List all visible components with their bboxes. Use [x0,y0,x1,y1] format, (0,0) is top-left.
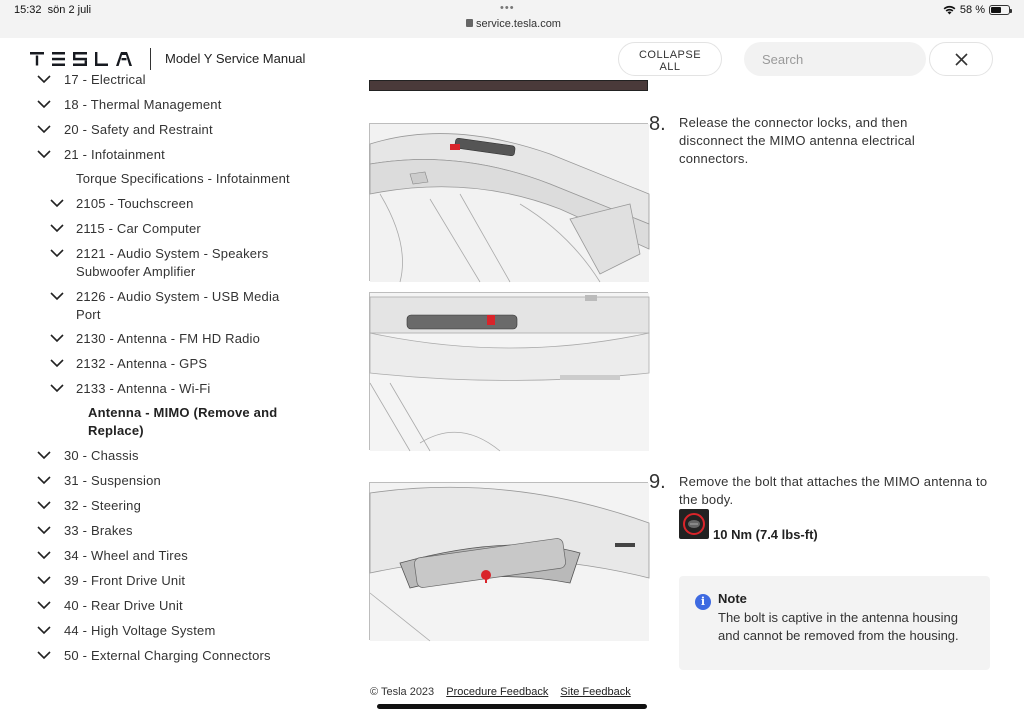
bolt-location-illustration [370,483,649,641]
sidebar-item-suspension[interactable]: 31 - Suspension [64,472,161,490]
chevron-down-icon [50,249,64,257]
sidebar-item-audio-usb[interactable]: 2126 - Audio System - USB Media Port [76,288,301,324]
sidebar-item-chassis[interactable]: 30 - Chassis [64,447,139,465]
status-right [943,4,1010,16]
chevron-down-icon [50,359,64,367]
sidebar-item-electrical[interactable]: 17 - Electrical [64,71,146,89]
sidebar-item-touchscreen[interactable]: 2105 - Touchscreen [76,195,194,213]
sidebar-item-rear-drive[interactable]: 40 - Rear Drive Unit [64,597,183,615]
step-9-number: 9. [649,471,666,493]
connector-overview-illustration [370,124,649,282]
note-title: Note [718,591,747,606]
figure-connector-overview [369,123,648,281]
sidebar-item-thermal[interactable]: 18 - Thermal Management [64,96,222,114]
chevron-down-icon [37,501,51,509]
info-icon: i [695,594,711,610]
lock-icon [466,19,473,27]
sidebar-item-front-drive[interactable]: 39 - Front Drive Unit [64,572,185,590]
chevron-down-icon [37,476,51,484]
home-indicator[interactable] [377,704,647,709]
previous-figure [369,80,648,91]
battery-icon [989,5,1010,15]
battery-percent: 58 % [959,4,985,16]
chevron-down-icon [37,526,51,534]
address-bar[interactable]: service.tesla.com [466,18,561,30]
sidebar-item-fm-radio[interactable]: 2130 - Antenna - FM HD Radio [76,330,260,348]
sidebar-item-brakes[interactable]: 33 - Brakes [64,522,133,540]
close-button[interactable] [929,42,993,76]
chevron-down-icon [37,601,51,609]
wifi-icon [943,5,956,15]
chevron-down-icon [50,384,64,392]
chevron-down-icon [50,199,64,207]
site-feedback-link[interactable]: Site Feedback [560,686,631,698]
chevron-down-icon [37,451,51,459]
sidebar-item-safety[interactable]: 20 - Safety and Restraint [64,121,213,139]
chevron-down-icon [37,551,51,559]
header-divider [150,48,151,70]
torque-icon [679,509,709,539]
torque-value: 10 Nm (7.4 lbs-ft) [713,527,818,542]
sidebar-item-wheels[interactable]: 34 - Wheel and Tires [64,547,188,565]
manual-title: Model Y Service Manual [165,51,306,66]
site-header [0,38,1024,80]
chevron-down-icon [37,75,51,83]
sidebar-item-mimo-active[interactable]: Antenna - MIMO (Remove and Replace) [88,405,278,438]
sidebar-item-infotainment[interactable]: 21 - Infotainment [64,146,165,164]
close-icon [955,53,968,66]
search-input[interactable] [744,42,926,76]
sidebar-item-wifi[interactable]: 2133 - Antenna - Wi-Fi [76,380,210,398]
copyright: © Tesla 2023 [370,686,435,698]
sidebar-item-gps[interactable]: 2132 - Antenna - GPS [76,355,207,373]
tesla-logo[interactable] [30,52,134,66]
chevron-down-icon [37,100,51,108]
figure-bolt-location [369,482,648,640]
footer [370,686,640,698]
step-8-number: 8. [649,113,666,135]
note-body: The bolt is captive in the antenna housing and cannot be removed from the housing. [718,610,959,643]
procedure-feedback-link[interactable]: Procedure Feedback [446,686,549,698]
collapse-all-button[interactable]: COLLAPSE ALL [618,42,722,76]
sidebar-nav [0,72,330,670]
sidebar-item-charging[interactable]: 50 - External Charging Connectors [64,647,271,665]
status-time: 15:32 sön 2 juli [14,4,92,16]
chevron-down-icon [37,125,51,133]
sidebar-item-torque-specs[interactable]: Torque Specifications - Infotainment [76,171,290,186]
step-8-text: Release the connector locks, and then disconnect the MIMO antenna electrical connectors. [679,115,915,166]
chevron-down-icon [37,150,51,158]
sidebar-item-audio-speakers[interactable]: 2121 - Audio System - Speakers Subwoofer Amplifier [76,245,291,281]
multitask-dots-icon[interactable]: ••• [500,2,515,14]
note-box [679,576,990,670]
chevron-down-icon [50,292,64,300]
chevron-down-icon [37,626,51,634]
sidebar-item-steering[interactable]: 32 - Steering [64,497,141,515]
chevron-down-icon [37,651,51,659]
chevron-down-icon [50,334,64,342]
step-9-text: Remove the bolt that attaches the MIMO antenna to the body. [679,474,988,507]
chevron-down-icon [50,224,64,232]
sidebar-item-car-computer[interactable]: 2115 - Car Computer [76,220,201,238]
figure-connector-closeup [369,292,648,450]
status-bar [0,0,1024,38]
chevron-down-icon [37,576,51,584]
sidebar-item-high-voltage[interactable]: 44 - High Voltage System [64,622,216,640]
connector-closeup-illustration [370,293,649,451]
